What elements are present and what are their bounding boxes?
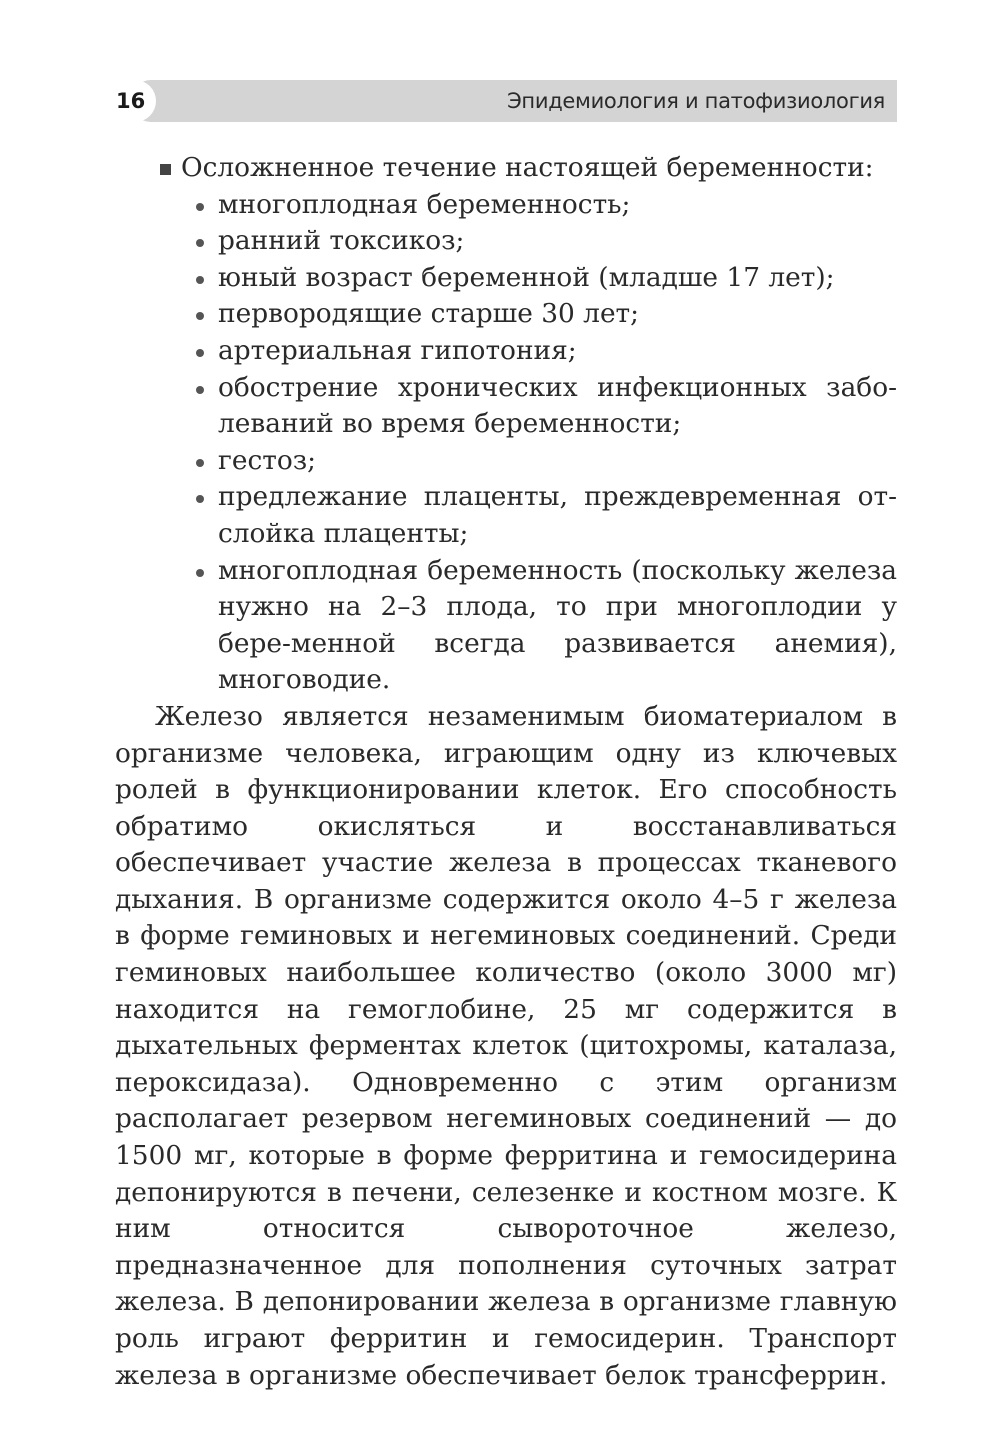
dot-bullet-icon <box>196 276 204 284</box>
dot-bullet-icon <box>196 312 204 320</box>
dot-bullet-icon <box>196 203 204 211</box>
dot-bullet-icon <box>196 569 204 577</box>
dot-bullet-icon <box>196 459 204 467</box>
list-item <box>115 333 897 370</box>
list-item-text: гестоз; <box>218 444 316 476</box>
list-item-text: многоплодная беременность (поскольку железа нужно на 2–3 плода, то при многоплодии у бере-менной всегда развивается анемия), многоводие. <box>218 554 897 696</box>
complications-list <box>115 187 897 699</box>
list-item <box>115 443 897 480</box>
list-item <box>115 296 897 333</box>
list-item-text: юный возраст беременной (младше 17 лет); <box>218 261 835 293</box>
dot-bullet-icon <box>196 239 204 247</box>
dot-bullet-icon <box>196 386 204 394</box>
list-item-text: артериальная гипотония; <box>218 334 577 366</box>
dot-bullet-icon <box>196 495 204 503</box>
list-item-text: первородящие старше 30 лет; <box>218 298 640 330</box>
list-item-text: многоплодная беременность; <box>218 188 631 220</box>
list-item <box>115 223 897 260</box>
page-content <box>115 150 897 1394</box>
list-item <box>115 260 897 297</box>
page-header <box>112 80 897 122</box>
square-bullet-icon <box>160 164 171 175</box>
list-item <box>115 187 897 224</box>
list-item-text: предлежание плаценты, преждевременная от-слойка плаценты; <box>218 481 897 549</box>
list-item <box>115 370 897 443</box>
page-number: 16 <box>112 80 156 122</box>
list-heading: Осложненное течение настоящей беременности: <box>181 152 874 183</box>
list-item <box>115 553 897 699</box>
list-item-text: ранний токсикоз; <box>218 225 465 257</box>
list-item <box>115 479 897 552</box>
list-heading-item <box>115 150 897 187</box>
running-title: Эпидемиология и патофизиология <box>507 89 885 113</box>
body-paragraph: Железо является незаменимым биоматериалом в организме человека, играющим одну из ключевых ролей в функционировании клеток. Его способность обратимо окисляться и восстанавливаться обеспечивает участие железа в процессах тканевого дыхания. В организме содержится около 4–5 г железа в форме геминовых и негеминовых соединений. Среди геминовых наибольшее количество (около 3000 мг) находится на гемоглобине, 25 мг содержится в дыхательных ферментах клеток (цитохромы, каталаза, пероксидаза). Одновременно с этим организм располагает резервом негеминовых соединений — до 1500 мг, которые в форме ферритина и гемосидерина депонируются в печени, селезенке и костном мозге. К ним относится сывороточное железо, предназначенное для пополнения суточных затрат железа. В депонировании железа в организме главную роль играют ферритин и гемосидерин. Транспорт железа в организме обеспечивает белок трансферрин. <box>115 700 897 1391</box>
dot-bullet-icon <box>196 349 204 357</box>
list-item-text: обострение хронических инфекционных забо-леваний во время беременности; <box>218 371 897 440</box>
